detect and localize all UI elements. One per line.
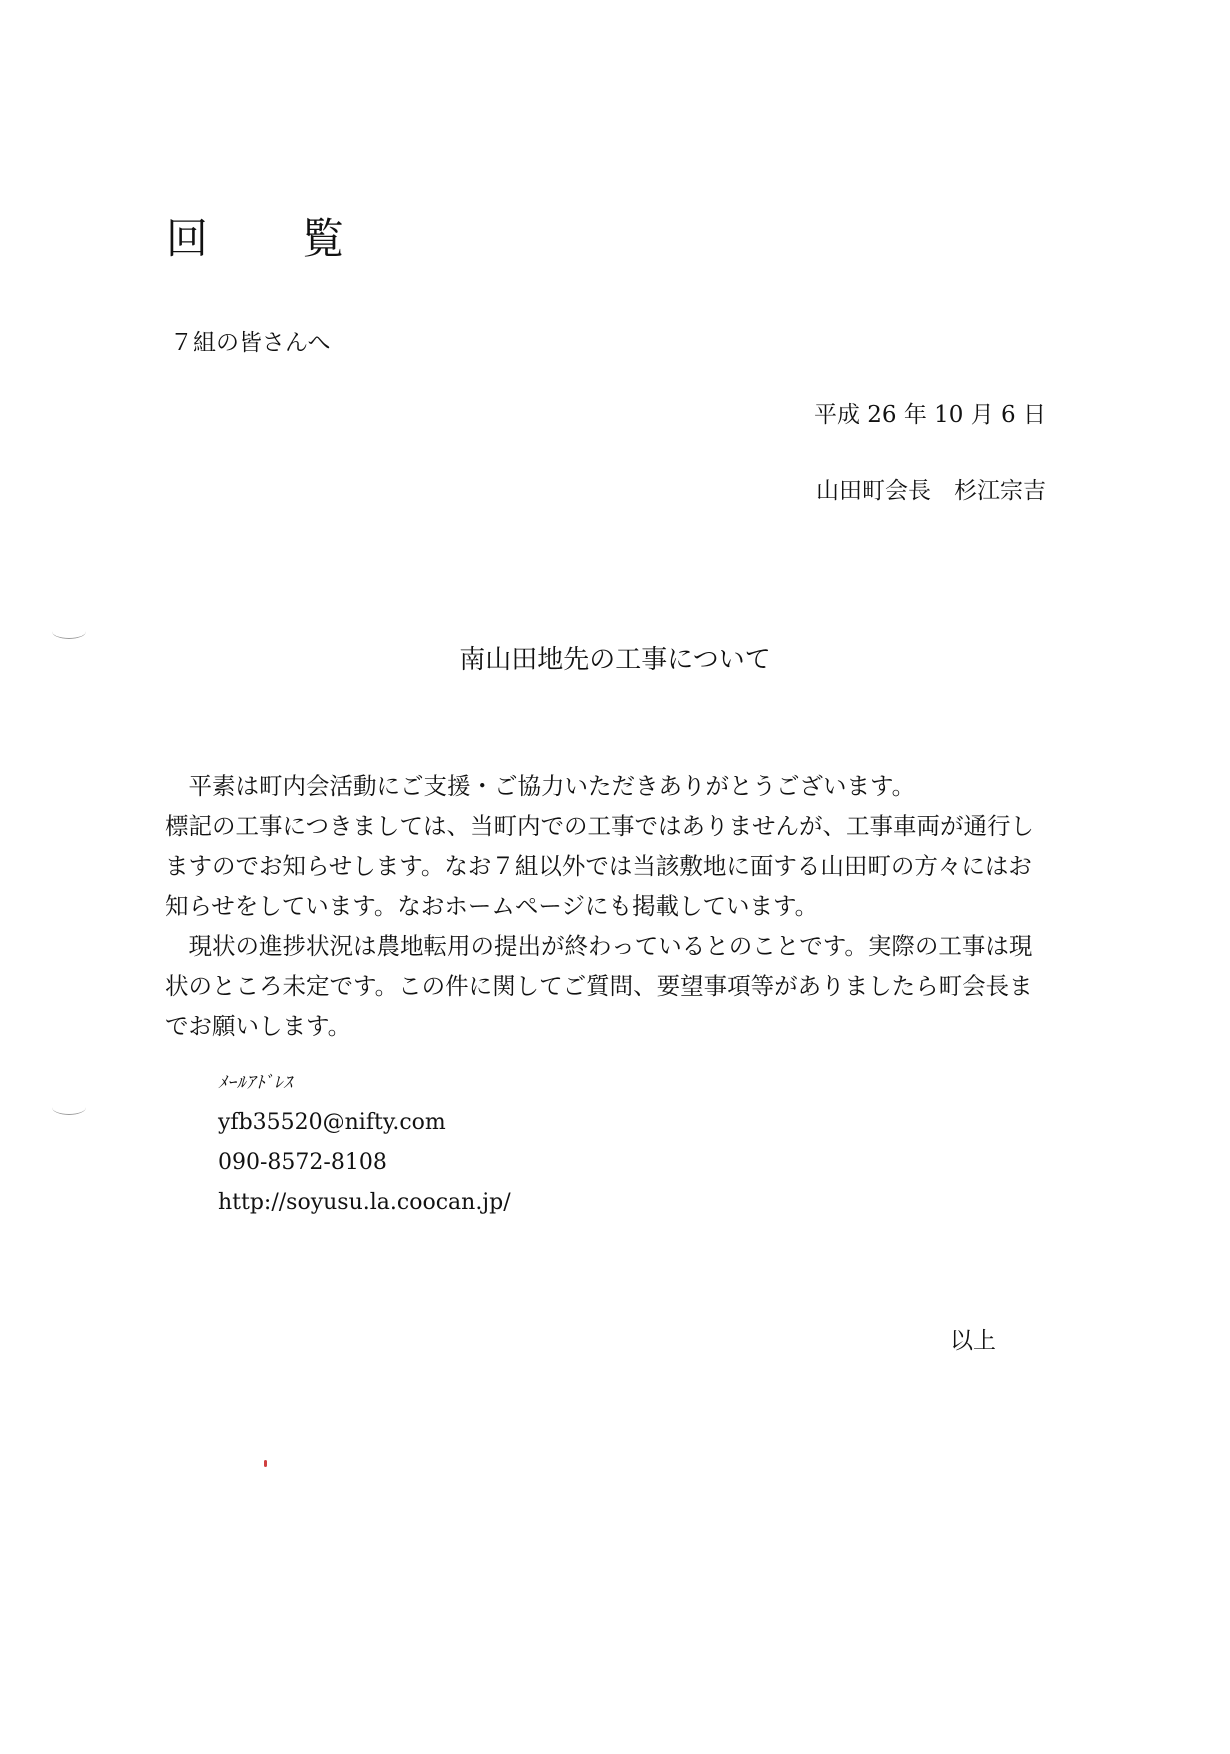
body-paragraph-status: 現状の進捗状況は農地転用の提出が終わっているとのことです。実際の工事は現状のところ未定です。この件に関してご質問、要望事項等がありましたら町会長までお願いします。 — [165, 932, 1033, 1040]
sender: 山田町会長 杉江宗吉 — [816, 478, 1046, 504]
subject: 南山田地先の工事について — [459, 645, 771, 675]
date: 平成 26 年 10 月 6 日 — [813, 402, 1046, 428]
punch-hole-mark-bottom — [52, 1100, 86, 1115]
recipient: ７組の皆さんへ — [170, 330, 331, 356]
body-paragraph-notice: 標記の工事につきましては、当町内での工事ではありませんが、工事車両が通行しますのでお知らせします。なお７組以外では当該敷地に面する山田町の方々にはお知らせをしています。なおホームページにも掲載しています。 — [165, 812, 1035, 920]
punch-hole-mark-top — [52, 624, 86, 639]
phone-number: 090-8572-8108 — [218, 1150, 387, 1175]
email-address: yfb35520@nifty.com — [218, 1110, 446, 1135]
body-paragraph-greeting: 平素は町内会活動にご支援・ご協力いただきありがとうございます。 — [188, 772, 916, 800]
mail-address-label: ﾒｰﾙｱﾄﾞﾚｽ — [218, 1073, 293, 1093]
page-title: 回 覧 — [166, 214, 371, 263]
body-text — [165, 766, 1055, 1046]
ink-speck — [264, 1460, 267, 1467]
homepage-url: http://soyusu.la.coocan.jp/ — [218, 1190, 511, 1215]
contact-block — [218, 1068, 511, 1223]
closing: 以上 — [950, 1328, 996, 1354]
